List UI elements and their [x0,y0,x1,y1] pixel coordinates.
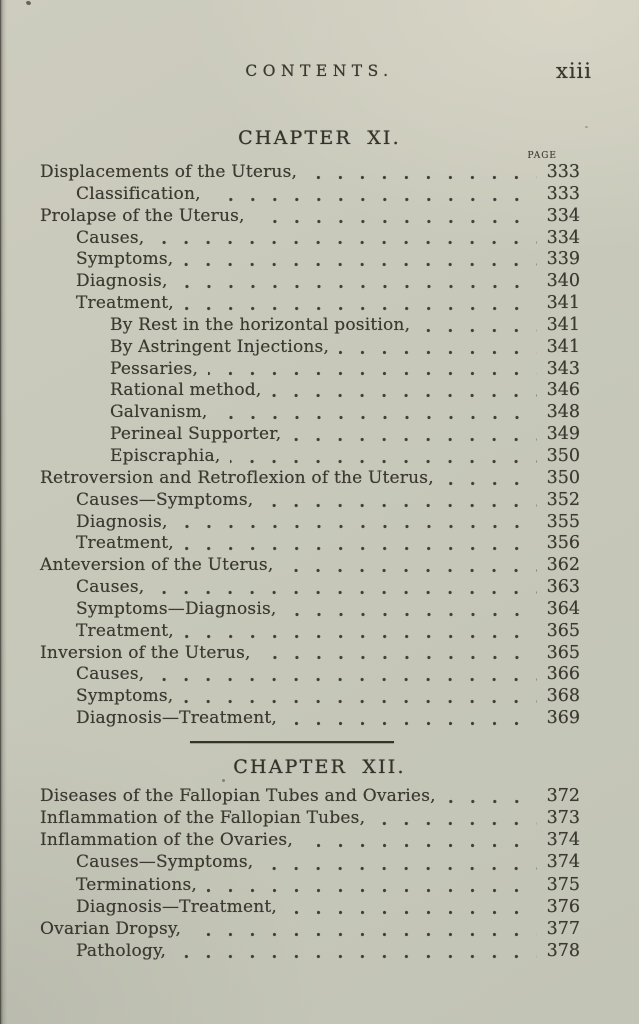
toc-entry-title: Treatment, [76,533,174,554]
dot-leader [154,228,537,250]
dot-leader [271,380,537,402]
toc-entry [40,643,580,665]
toc-entry-title: Symptoms, [76,686,174,707]
toc-entry [40,424,580,446]
toc-entry-title: Rational method, [110,380,262,401]
toc-entry-page: 340 [546,271,580,292]
toc-entry-page: 341 [546,293,580,314]
toc-entry-page: 377 [546,918,580,939]
toc-entry-page: 350 [546,445,580,466]
dot-leader [446,786,537,808]
toc-entry-page: 368 [546,686,580,707]
toc-entry-title: Symptoms, [76,249,174,270]
toc-entry-page: 364 [546,598,580,619]
toc-entry [40,206,580,228]
toc-entry [40,555,580,577]
dot-leader [287,599,537,621]
toc-entry-title: Ovarian Dropsy, [40,918,182,939]
toc-entry [40,708,580,730]
toc-entry-page: 378 [546,940,580,961]
running-header [0,59,639,90]
toc-entry [40,446,580,468]
toc-entry [40,533,580,555]
toc-entry [40,315,580,337]
toc-entry [40,380,580,402]
toc-entry-title: Treatment, [76,293,174,314]
toc-entry [40,359,580,381]
toc-entry [40,875,580,897]
dot-leader [283,555,537,577]
dot-leader [184,533,537,555]
toc-entry-page: 365 [546,642,580,663]
toc-entry [40,512,580,534]
dot-leader [154,664,537,686]
toc-entry [40,468,580,490]
toc-entry-title: By Rest in the horizontal position, [110,314,411,335]
toc-entry-page: 334 [546,227,580,248]
dot-leader [208,359,537,381]
toc-entry-page: 374 [546,852,580,873]
toc-entry-page: 343 [546,358,580,379]
dot-leader [375,808,537,830]
toc-entry-title: Causes, [76,664,145,685]
dot-leader [176,941,537,963]
toc-entry-title: Classification, [76,183,201,204]
toc-entry-title: Diagnosis, [76,511,168,532]
toc-entry [40,228,580,250]
toc-entry-page: 363 [546,577,580,598]
dot-leader [184,621,537,643]
toc-entry-page: 348 [546,402,580,423]
toc-entry-title: By Astringent Injections, [110,336,330,357]
toc-entry [40,852,580,874]
scan-speck [25,0,31,5]
toc-entry [40,577,580,599]
toc-entry [40,664,580,686]
toc-entry-page: 374 [546,830,580,851]
toc-entry-page: 375 [546,874,580,895]
scan-speck [222,779,225,782]
toc-entry-page: 365 [546,620,580,641]
toc-entry [40,919,580,941]
dot-leader [420,315,537,337]
chapter-xii-entries [40,786,580,963]
toc-entry-title: Diagnosis—Treatment, [76,896,278,917]
dot-leader [261,643,537,665]
toc-entry-title: Diagnosis, [76,271,168,292]
toc-entry-title: Pathology, [76,940,167,961]
toc-entry-title: Causes, [76,577,145,598]
toc-entry-title: Causes—Symptoms, [76,852,254,873]
toc-entry-title: Causes—Symptoms, [76,489,254,510]
toc-entry-title: Prolapse of the Uterus, [40,205,245,226]
dot-leader [184,293,537,315]
dot-leader [263,490,537,512]
toc-entry-title: Anteversion of the Uterus, [40,555,274,576]
toc-entry-page: 346 [546,380,580,401]
page-column-label: PAGE [527,151,557,161]
toc-entry-title: Pessaries, [110,358,199,379]
toc-entry-title: Diseases of the Fallopian Tubes and Ovaries, [40,786,436,806]
toc-entry-page: 333 [546,183,580,204]
toc-entry-title: Terminations, [76,874,198,895]
toc-entry-page: 362 [546,555,580,576]
toc-entry [40,599,580,621]
toc-entry [40,941,580,963]
dot-leader [291,424,537,446]
toc-entry [40,293,580,315]
chapter-xi-heading: CHAPTER XI. [238,127,401,149]
dot-leader [191,919,537,941]
dot-leader [183,686,537,708]
page-left-edge-shadow [0,0,7,1024]
toc-entry-page: 356 [546,533,580,554]
toc-entry-title: Episcraphia, [110,445,221,466]
running-header-title: CONTENTS. [245,62,394,80]
toc-entry-title: Diagnosis—Treatment, [76,708,278,729]
dot-leader [307,162,537,184]
toc-entry [40,337,580,359]
toc-entry [40,808,580,830]
toc-entry [40,162,580,184]
toc-entry-page: 333 [546,162,580,182]
toc-entry-page: 341 [546,336,580,357]
dot-leader [339,337,537,359]
toc-entry-page: 352 [546,489,580,510]
toc-entry [40,621,580,643]
toc-entry [40,830,580,852]
toc-entry-title: Perineal Supporter, [110,424,282,445]
toc-entry-page: 376 [546,896,580,917]
dot-leader [183,249,537,271]
toc-entry-title: Inflammation of the Fallopian Tubes, [40,808,366,829]
toc-entry-title: Symptoms—Diagnosis, [76,598,277,619]
dot-leader [444,468,537,490]
toc-entry-title: Causes, [76,227,145,248]
toc-entry-title: Galvanism, [110,402,208,423]
dot-leader [255,206,537,228]
toc-entry [40,490,580,512]
toc-entry [40,402,580,424]
page-folio: xiii [556,59,592,83]
toc-entry-page: 334 [546,205,580,226]
dot-leader [178,512,537,534]
dot-leader [218,402,537,424]
dot-leader [263,852,537,874]
toc-entry-page: 369 [546,708,580,729]
toc-entry-page: 341 [546,314,580,335]
toc-entry-title: Retroversion and Retroflexion of the Uterus, [40,467,434,488]
toc-entry-title: Inversion of the Uterus, [40,642,251,663]
toc-entry [40,897,580,919]
dot-leader [287,897,537,919]
toc-entry-title: Displacements of the Uterus, [40,162,298,182]
dot-leader [303,830,537,852]
toc-entry-page: 349 [546,424,580,445]
toc-entry-page: 366 [546,664,580,685]
toc-entry-title: Inflammation of the Ovaries, [40,830,293,851]
toc-entry-title: Treatment, [76,620,174,641]
toc-entry [40,786,580,808]
chapter-xii-heading: CHAPTER XII. [233,756,406,778]
toc-entry-page: 372 [546,786,580,806]
toc-entry-page: 339 [546,249,580,270]
dot-leader [154,577,537,599]
chapter-xi-entries [40,162,580,730]
dot-leader [211,184,537,206]
toc-entry-page: 373 [546,808,580,829]
section-divider [190,741,394,743]
toc-entry [40,249,580,271]
dot-leader [207,875,537,897]
toc-entry-page: 355 [546,511,580,532]
toc-entry [40,271,580,293]
toc-entry [40,686,580,708]
dot-leader [230,446,537,468]
dot-leader [287,708,537,730]
dot-leader [178,271,537,293]
toc-entry-page: 350 [546,467,580,488]
toc-entry [40,184,580,206]
